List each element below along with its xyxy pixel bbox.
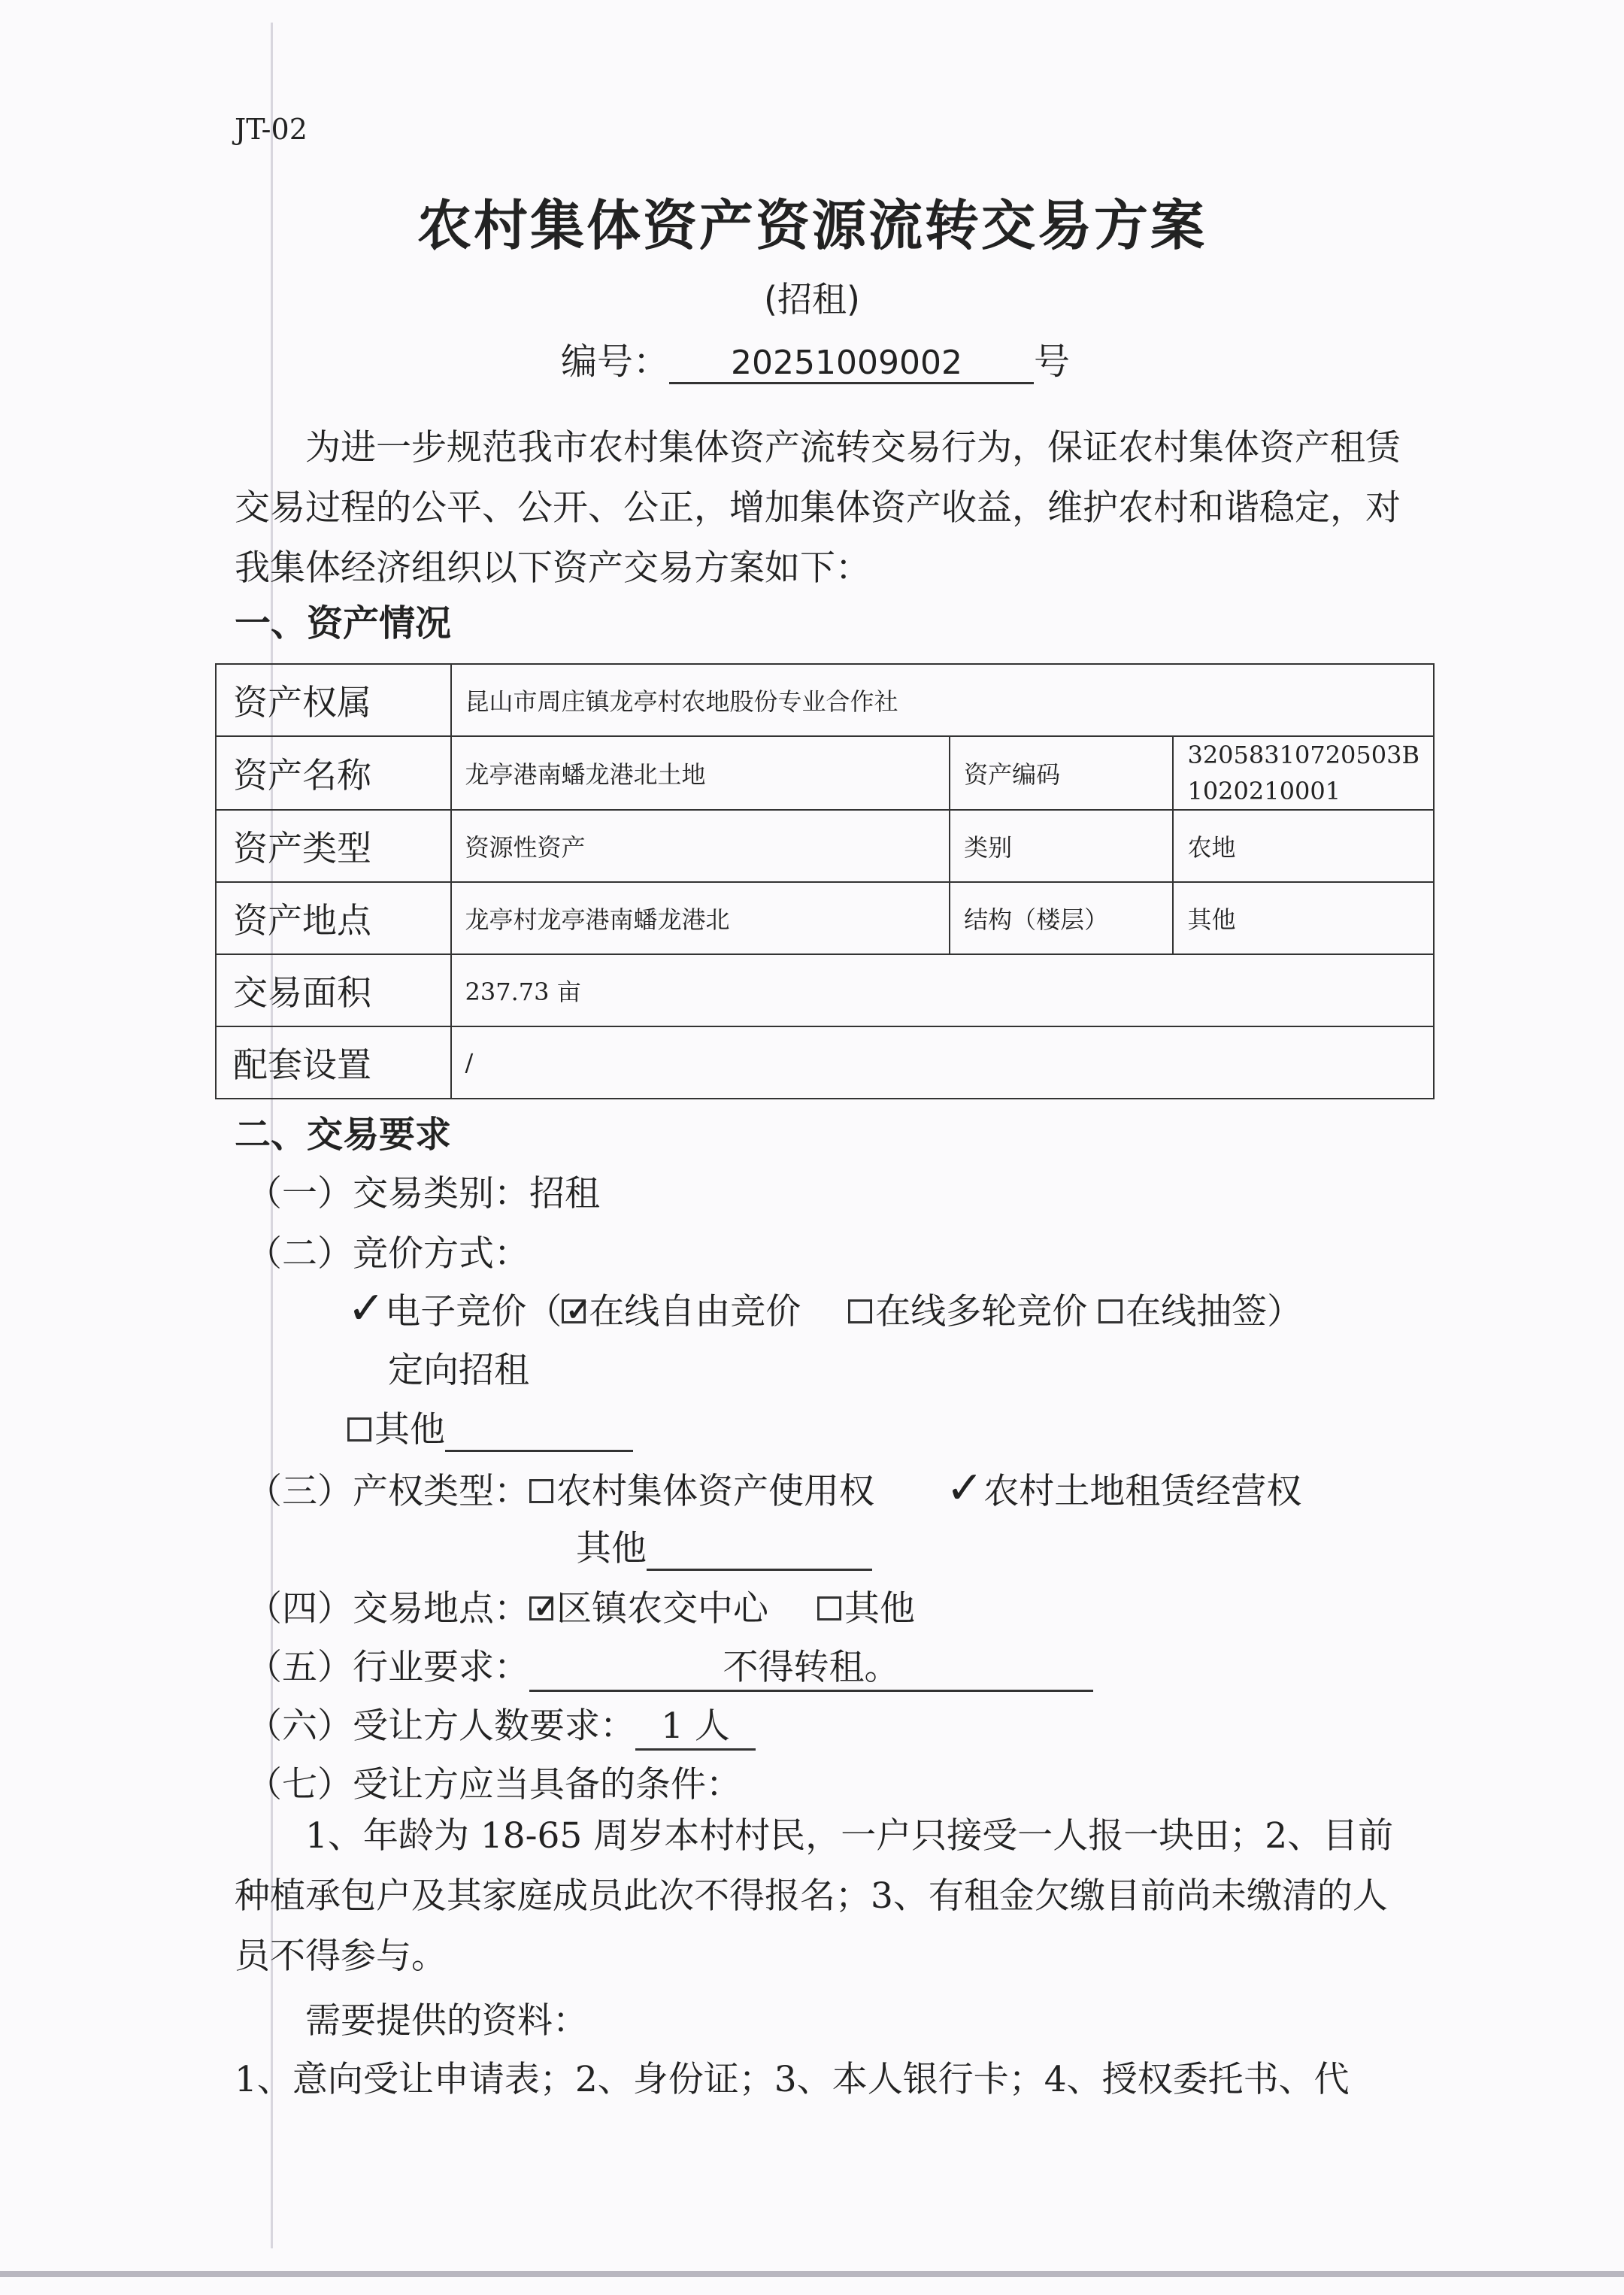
online-free-bidding-label: 在线自由竞价 [589, 1291, 801, 1332]
area-label: 交易面积 [216, 954, 451, 1026]
form-code: JT-02 [235, 113, 308, 146]
property-other-label: 其他 [576, 1528, 647, 1569]
conditions-paragraph [235, 1806, 1415, 1987]
item2-label: （二）竞价方式： [247, 1233, 529, 1275]
item4-row [247, 1581, 915, 1631]
checkbox-bidding-other[interactable] [347, 1417, 371, 1442]
facility-value: / [451, 1026, 1434, 1099]
table-row [216, 664, 1434, 736]
item1-label: （一）交易类别： [247, 1173, 529, 1214]
structure-value: 其他 [1173, 882, 1434, 954]
item5-row [247, 1639, 1093, 1692]
asset-code-line1: 32058310720503B [1187, 741, 1419, 769]
checkbox-location-other[interactable] [817, 1596, 841, 1620]
materials-list: 1、意向受让申请表；2、身份证；3、本人银行卡；4、授权委托书、代 [235, 2059, 1350, 2100]
category-label: 类别 [950, 810, 1173, 882]
table-row [216, 882, 1434, 954]
district-center-label: 区镇农交中心 [556, 1588, 768, 1630]
structure-label: 结构（楼层） [950, 882, 1173, 954]
document-number-row [561, 332, 1070, 384]
asset-location-label: 资产地点 [216, 882, 451, 954]
location-other-label: 其他 [844, 1588, 915, 1630]
industry-requirement-value: 不得转租。 [529, 1639, 1093, 1692]
area-value: 237.73 亩 [451, 954, 1434, 1026]
asset-type-label: 资产类型 [216, 810, 451, 882]
item3-other-row [576, 1520, 872, 1571]
checkbox-online-free-bidding[interactable] [562, 1299, 586, 1323]
item1-value: 招租 [529, 1173, 600, 1214]
ownership-label: 资产权属 [216, 664, 451, 736]
item1-row [247, 1166, 600, 1216]
category-value: 农地 [1173, 810, 1434, 882]
asset-code-line2: 1020210001 [1187, 777, 1341, 805]
item6-label: （六）受让方人数要求： [247, 1705, 635, 1747]
transferee-count-value: 1 人 [635, 1698, 756, 1751]
online-multi-round-label: 在线多轮竞价 [875, 1291, 1088, 1332]
materials-heading: 需要提供的资料： [305, 2000, 588, 2042]
item3-label: （三）产权类型： [247, 1471, 529, 1512]
conditions-text: 1、年龄为 18-65 周岁本村村民，一户只接受一人报一块田；2、目前种植承包户及其家庭成员此次不得报名；3、有租金欠缴目前尚未缴清的人员不得参与。 [235, 1815, 1394, 1977]
checkmark-icon: ✓ [945, 1462, 984, 1514]
checkmark-icon: ✓ [347, 1282, 386, 1335]
checkbox-asset-use-right[interactable] [529, 1479, 553, 1503]
asset-name-value: 龙亭港南蟠龙港北土地 [451, 736, 950, 810]
asset-code-label: 资产编码 [950, 736, 1173, 810]
checkbox-online-multi-round[interactable] [848, 1299, 872, 1323]
table-row [216, 954, 1434, 1026]
asset-code-value [1173, 736, 1434, 810]
section1-heading: 一、资产情况 [235, 602, 452, 644]
asset-table [215, 663, 1435, 1099]
e-bidding-label: 电子竞价（ [385, 1291, 562, 1332]
online-lottery-label: 在线抽签） [1126, 1291, 1303, 1332]
property-other-blank[interactable] [647, 1536, 872, 1571]
directed-tender-label: 定向招租 [388, 1350, 529, 1391]
land-lease-right-label: 农村土地租赁经营权 [983, 1471, 1302, 1512]
asset-location-value: 龙亭村龙亭港南蟠龙港北 [451, 882, 950, 954]
asset-use-right-label: 农村集体资产使用权 [556, 1471, 874, 1512]
document-subtitle: (招租) [764, 279, 860, 320]
checkbox-online-lottery[interactable] [1098, 1299, 1123, 1323]
item7-label: （七）受让方应当具备的条件： [247, 1764, 741, 1805]
table-row [216, 810, 1434, 882]
directed-tender-row [388, 1342, 529, 1393]
bidding-other-label: 其他 [374, 1409, 445, 1451]
asset-type-value: 资源性资产 [451, 810, 950, 882]
number-label: 编号： [561, 341, 670, 383]
checkbox-district-center[interactable] [529, 1596, 553, 1620]
intro-text: 为进一步规范我市农村集体资产流转交易行为，保证农村集体资产租赁交易过程的公平、公开、公正，增加集体资产收益，维护农村和谐稳定，对我集体经济组织以下资产交易方案如下： [235, 427, 1401, 589]
document-title: 农村集体资产资源流转交易方案 [417, 194, 1207, 257]
intro-paragraph [235, 418, 1415, 599]
ownership-value: 昆山市周庄镇龙亭村农地股份专业合作社 [451, 664, 1434, 736]
item2-row [247, 1226, 529, 1276]
number-suffix: 号 [1034, 341, 1071, 383]
item2-other-row [347, 1402, 633, 1452]
item7-row [247, 1757, 741, 1807]
facility-label: 配套设置 [216, 1026, 451, 1099]
item5-label: （五）行业要求： [247, 1647, 529, 1688]
item2-options-row [347, 1282, 1302, 1335]
item3-row [247, 1462, 1301, 1514]
bidding-other-blank[interactable] [445, 1417, 633, 1452]
item6-row [247, 1698, 756, 1751]
asset-name-label: 资产名称 [216, 736, 451, 810]
page-bottom-edge [0, 2271, 1624, 2277]
section2-heading: 二、交易要求 [235, 1114, 452, 1156]
table-row [216, 736, 1434, 810]
table-row [216, 1026, 1434, 1099]
item4-label: （四）交易地点： [247, 1588, 529, 1630]
number-value: 20251009002 [669, 344, 1034, 384]
